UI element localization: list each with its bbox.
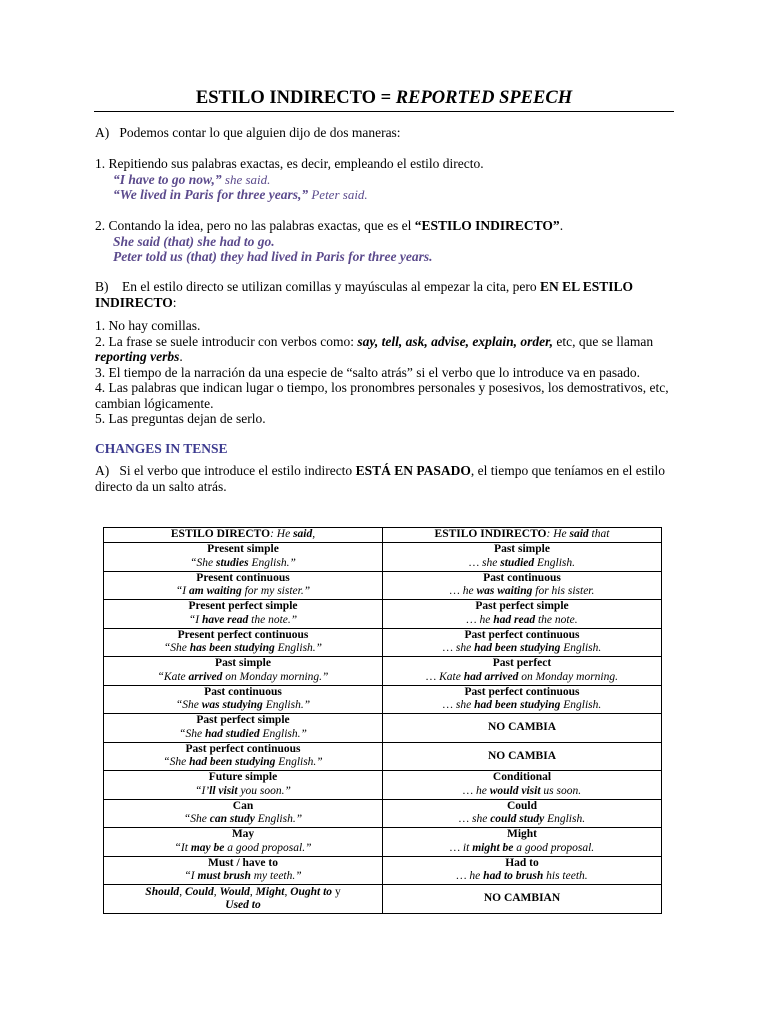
example-verb: has been studying xyxy=(189,642,275,655)
direct-tense-name: Present perfect continuous xyxy=(177,628,309,641)
example-pre: “She xyxy=(179,727,205,740)
changes-a-bold: ESTÁ EN PASADO xyxy=(355,463,471,478)
title-emphasis: REPORTED SPEECH xyxy=(395,88,573,108)
example-verb: had arrived xyxy=(463,670,519,683)
changes-paragraph xyxy=(95,463,675,494)
modal-verbs-line xyxy=(108,886,378,900)
example-verb: had been studying xyxy=(474,642,561,655)
list-item-2 xyxy=(95,334,695,365)
example-direct-2-tail: Peter said. xyxy=(308,187,368,202)
direct-example xyxy=(108,699,378,713)
indirect-cell xyxy=(383,571,662,600)
indirect-cell xyxy=(383,885,662,914)
example-pre: “She xyxy=(163,756,190,769)
point-2-bold: “ESTILO INDIRECTO” xyxy=(414,218,560,233)
direct-example xyxy=(108,785,378,799)
example-verb: was studying xyxy=(201,699,263,712)
example-verb: had been studying xyxy=(189,756,276,769)
example-pre: … he xyxy=(462,784,490,797)
changes-heading: CHANGES IN TENSE xyxy=(95,441,228,456)
list-item-1: 1. No hay comillas. xyxy=(95,318,201,333)
example-post: a good proposal.” xyxy=(224,841,312,854)
example-verb: am waiting xyxy=(189,585,242,598)
section-b-paragraph xyxy=(95,279,695,310)
example-verb: might be xyxy=(472,841,514,854)
example-pre: “She xyxy=(190,556,216,569)
table-row xyxy=(104,543,662,572)
direct-cell xyxy=(104,856,383,885)
direct-tense-name: Present perfect simple xyxy=(188,600,298,613)
example-pre: “She xyxy=(175,699,202,712)
example-post: for his sister. xyxy=(532,585,595,598)
direct-cell xyxy=(104,742,383,771)
example-pre: … she xyxy=(458,813,491,826)
example-pre: … she xyxy=(442,699,475,712)
example-post: his teeth. xyxy=(543,870,588,883)
section-b-list xyxy=(95,318,695,427)
list-item-2-term: reporting verbs xyxy=(95,349,180,364)
example-post: us soon. xyxy=(540,784,582,797)
indirect-speech-paragraph xyxy=(95,218,695,265)
indirect-cell xyxy=(383,628,662,657)
example-pre: “Kate xyxy=(157,670,189,683)
indirect-cell xyxy=(383,657,662,686)
direct-example xyxy=(108,614,378,628)
header-direct-tail: , xyxy=(312,528,316,541)
table-header-row xyxy=(104,528,662,543)
indirect-cell xyxy=(383,828,662,857)
table-row xyxy=(104,685,662,714)
indirect-cell xyxy=(383,771,662,800)
list-item-2-verbs: say, tell, ask, advise, explain, order, xyxy=(357,333,554,349)
section-b-text-bold: EN EL ESTILO INDIRECTO xyxy=(95,279,634,310)
header-direct-said: said xyxy=(293,528,313,541)
section-a-intro xyxy=(95,125,695,141)
example-post: my teeth.” xyxy=(250,870,302,883)
example-pre: “She xyxy=(183,813,210,826)
header-direct-rest: : He xyxy=(270,528,294,541)
direct-cell xyxy=(104,885,383,914)
direct-tense-name: Past simple xyxy=(215,657,271,670)
direct-speech-paragraph xyxy=(95,156,695,203)
example-post: English. xyxy=(544,813,586,826)
example-verb: studies xyxy=(215,556,249,569)
separator: , xyxy=(284,885,291,898)
direct-tense-name: Must / have to xyxy=(208,856,278,869)
direct-tense-name: Present simple xyxy=(207,543,279,556)
indirect-example xyxy=(387,642,657,656)
point-2-post: . xyxy=(559,218,564,233)
example-verb: had been studying xyxy=(474,699,561,712)
direct-cell xyxy=(104,543,383,572)
modal-verbs-line-2: Used to xyxy=(225,899,261,911)
section-b-text-pre: En el estilo directo se utilizan comillas y mayúsculas al empezar la cita, pero xyxy=(122,279,540,294)
table-row xyxy=(104,571,662,600)
header-indirect-tail: that xyxy=(588,528,610,541)
direct-cell xyxy=(104,799,383,828)
direct-tense-name: Future simple xyxy=(208,771,278,784)
table-row xyxy=(104,714,662,743)
list-item-5: 5. Las preguntas dejan de serlo. xyxy=(95,411,266,426)
indirect-tense-name: Had to xyxy=(505,856,539,869)
indirect-tense-name: Past perfect simple xyxy=(475,600,569,613)
no-change-label: NO CAMBIA xyxy=(487,749,557,762)
example-post: on Monday morning. xyxy=(518,670,618,683)
indirect-cell xyxy=(383,600,662,629)
example-post: on Monday morning.” xyxy=(222,670,329,683)
direct-cell xyxy=(104,571,383,600)
example-pre: “She xyxy=(163,642,190,655)
header-direct xyxy=(104,528,383,543)
table-row xyxy=(104,771,662,800)
direct-example xyxy=(108,870,378,884)
list-item-4: 4. Las palabras que indican lugar o tiempo, los pronombres personales y posesivos, los demostrativos, etc, cambian lógicamente. xyxy=(95,380,669,411)
table-row xyxy=(104,628,662,657)
direct-example xyxy=(108,585,378,599)
direct-tense-name: Past perfect continuous xyxy=(185,742,301,755)
changes-a-pre: Si el verbo que introduce el estilo indirecto xyxy=(119,463,356,478)
direct-example xyxy=(108,671,378,685)
example-verb: would visit xyxy=(489,784,541,797)
indirect-example xyxy=(387,813,657,827)
example-post: English.” xyxy=(274,642,323,655)
indirect-example xyxy=(387,785,657,799)
section-b-label: B) xyxy=(95,279,109,294)
indirect-tense-name: Could xyxy=(506,799,538,812)
example-indirect-1: She said (that) she had to go. xyxy=(113,233,275,249)
direct-tense-name: Past continuous xyxy=(204,685,282,698)
point-2-text xyxy=(95,218,695,234)
page-title xyxy=(94,86,674,110)
example-post: you soon.” xyxy=(237,784,291,797)
title-main: ESTILO INDIRECTO = xyxy=(195,88,396,108)
direct-cell xyxy=(104,657,383,686)
indirect-example xyxy=(387,699,657,713)
indirect-example xyxy=(387,557,657,571)
direct-cell xyxy=(104,685,383,714)
indirect-example xyxy=(387,671,657,685)
direct-cell xyxy=(104,714,383,743)
indirect-cell xyxy=(383,685,662,714)
example-pre: … he xyxy=(456,870,484,883)
example-post: English.” xyxy=(262,699,311,712)
example-verb: arrived xyxy=(188,670,223,683)
example-pre: … he xyxy=(466,613,494,626)
example-post: a good proposal. xyxy=(513,841,595,854)
example-pre: “I xyxy=(184,870,198,883)
example-indirect-2: Peter told us (that) they had lived in Paris for three years. xyxy=(113,249,433,264)
list-item-3: 3. El tiempo de la narración da una especie de “salto atrás” si el verbo que lo introduce va en pasado. xyxy=(95,364,641,380)
example-verb: may be xyxy=(190,841,225,854)
indirect-tense-name: Might xyxy=(506,828,538,841)
example-post: English.” xyxy=(248,556,296,569)
indirect-tense-name: Past simple xyxy=(494,543,550,556)
table-row xyxy=(104,856,662,885)
direct-cell xyxy=(104,628,383,657)
example-post: the note. xyxy=(535,613,578,626)
indirect-cell xyxy=(383,714,662,743)
separator: y xyxy=(332,885,341,898)
direct-cell xyxy=(104,828,383,857)
indirect-tense-name: Past perfect continuous xyxy=(464,685,580,698)
indirect-cell xyxy=(383,856,662,885)
direct-example xyxy=(108,756,378,770)
list-item-2-post: . xyxy=(179,349,183,364)
modal-verb: Ought to xyxy=(290,885,333,898)
modal-verb: Could xyxy=(184,885,214,898)
direct-cell xyxy=(104,600,383,629)
example-verb: had studied xyxy=(204,727,260,740)
table-row xyxy=(104,600,662,629)
direct-example xyxy=(108,813,378,827)
example-post: English.” xyxy=(254,813,303,826)
example-verb: ll visit xyxy=(209,784,238,797)
example-pre: “I xyxy=(175,585,189,598)
example-post: English. xyxy=(534,556,576,569)
separator: , xyxy=(249,885,256,898)
direct-example xyxy=(108,842,378,856)
example-post: English. xyxy=(560,642,602,655)
example-verb: had read xyxy=(493,613,536,626)
modal-verb: Should xyxy=(145,885,180,898)
direct-tense-name: May xyxy=(231,828,255,841)
example-verb: had to brush xyxy=(483,870,544,883)
example-verb: can study xyxy=(209,813,255,826)
example-pre: … he xyxy=(449,585,477,598)
direct-tense-name: Can xyxy=(232,799,254,812)
example-verb: have read xyxy=(201,613,249,626)
example-verb: could study xyxy=(490,813,545,826)
example-direct-1-tail: she said. xyxy=(221,171,271,187)
example-post: English.” xyxy=(259,727,307,740)
list-item-2-mid: etc, que se llaman xyxy=(553,333,654,349)
indirect-tense-name: Past perfect xyxy=(492,657,552,670)
example-direct-2 xyxy=(95,187,695,203)
example-pre: “It xyxy=(174,841,191,854)
direct-tense-name: Present continuous xyxy=(196,571,290,584)
no-change-label: NO CAMBIAN xyxy=(483,892,561,905)
header-indirect-rest: : He xyxy=(546,528,570,541)
direct-example xyxy=(108,642,378,656)
separator: , xyxy=(213,885,220,898)
example-post: English. xyxy=(560,699,602,712)
section-a-text: Podemos contar lo que alguien dijo de dos maneras: xyxy=(119,125,401,140)
modal-verb: Might xyxy=(255,885,285,898)
example-direct-1-quote: “I have to go now,” xyxy=(113,171,222,187)
changes-a-label: A) xyxy=(95,463,110,478)
modal-verb: Would xyxy=(219,885,250,898)
separator: , xyxy=(179,885,185,898)
direct-tense-name: Past perfect simple xyxy=(196,714,290,727)
example-post: the note.” xyxy=(248,613,298,626)
direct-example xyxy=(108,557,378,571)
indirect-cell xyxy=(383,742,662,771)
indirect-example xyxy=(387,870,657,884)
example-pre: “I’ xyxy=(195,784,210,797)
no-change-label: NO CAMBIA xyxy=(487,721,557,733)
point-1-text: 1. Repitiendo sus palabras exactas, es decir, empleando el estilo directo. xyxy=(95,156,484,171)
example-direct-2-quote: “We lived in Paris for three years,” xyxy=(113,187,309,202)
indirect-example xyxy=(387,585,657,599)
section-b-text-post: : xyxy=(172,294,177,310)
indirect-example xyxy=(387,614,657,628)
indirect-tense-name: Conditional xyxy=(492,771,552,784)
point-2-pre: 2. Contando la idea, pero no las palabras exactas, que es el xyxy=(95,218,415,233)
tense-table xyxy=(103,527,662,914)
section-a-label: A) xyxy=(95,125,110,140)
header-indirect-bold: ESTILO INDIRECTO xyxy=(434,528,547,541)
direct-cell xyxy=(104,771,383,800)
header-indirect xyxy=(383,528,662,543)
example-verb: studied xyxy=(500,556,535,569)
direct-example xyxy=(108,728,378,742)
indirect-tense-name: Past perfect continuous xyxy=(464,628,580,641)
table-row xyxy=(104,799,662,828)
example-post: English.” xyxy=(275,756,323,769)
example-pre: “I xyxy=(188,613,202,626)
header-indirect-said: said xyxy=(569,528,589,541)
indirect-cell xyxy=(383,799,662,828)
example-pre: … Kate xyxy=(426,670,464,683)
indirect-tense-name: Past continuous xyxy=(483,571,561,584)
example-post: for my sister.” xyxy=(241,585,311,598)
example-verb: was waiting xyxy=(476,585,533,598)
header-direct-bold: ESTILO DIRECTO xyxy=(170,528,271,541)
table-row xyxy=(104,885,662,914)
table-row xyxy=(104,742,662,771)
list-item-2-pre: 2. La frase se suele introducir con verbos como: xyxy=(95,333,358,349)
example-pre: … she xyxy=(468,556,501,569)
example-verb: must brush xyxy=(197,870,251,883)
example-direct-1 xyxy=(95,172,695,188)
changes-a-post: , el tiempo que teníamos en el estilo directo da un salto atrás. xyxy=(95,463,666,494)
table-row xyxy=(104,828,662,857)
example-pre: … she xyxy=(442,642,475,655)
indirect-example xyxy=(387,842,657,856)
title-underline xyxy=(94,111,674,112)
indirect-cell xyxy=(383,543,662,572)
example-pre: … it xyxy=(449,841,473,854)
table-row xyxy=(104,657,662,686)
